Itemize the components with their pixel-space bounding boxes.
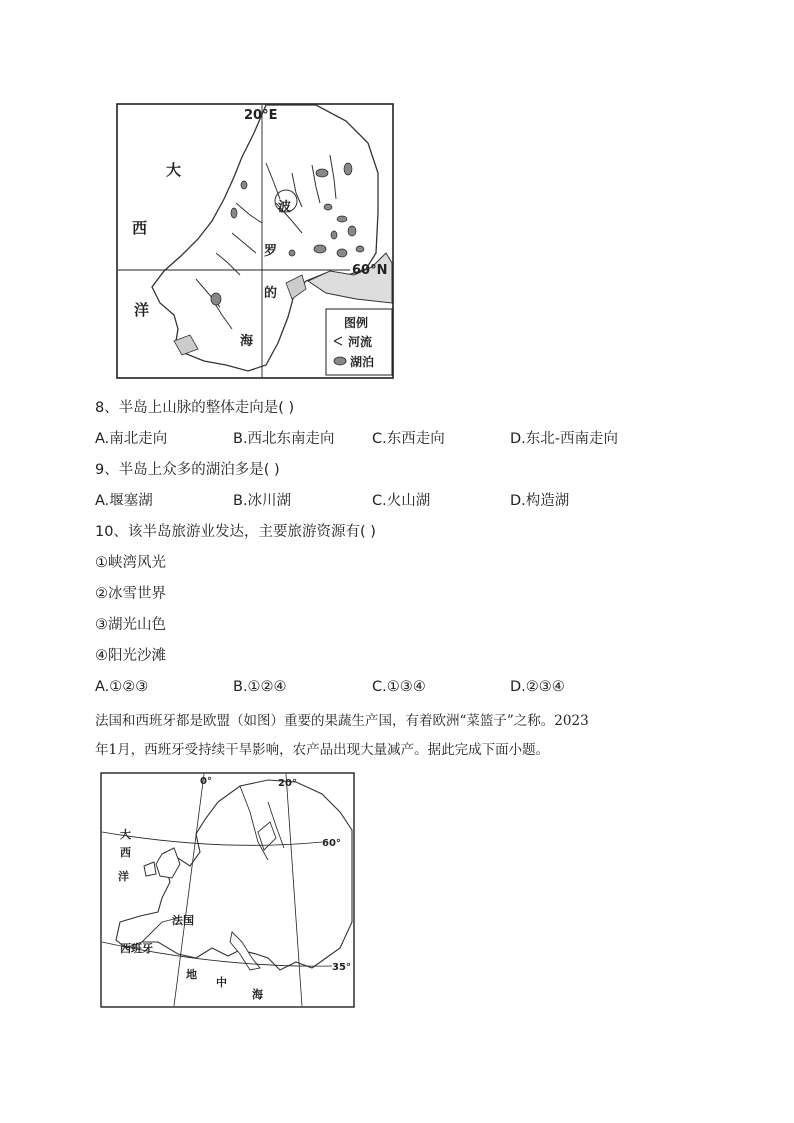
svg-text:洋: 洋 (118, 870, 129, 883)
q10-item-3: ③湖光山色 (95, 617, 166, 633)
q8-option-a[interactable]: A.南北走向 (95, 431, 168, 447)
svg-text:的: 的 (264, 286, 278, 301)
question-10-stem: 10、该半岛旅游业发达，主要旅游资源有( ) (95, 524, 376, 540)
svg-text:图例: 图例 (344, 316, 369, 330)
svg-text:中: 中 (216, 976, 227, 989)
q10-option-c[interactable]: C.①③④ (372, 679, 426, 695)
map2-france-label: 法国 (172, 914, 194, 927)
q10-item-2: ②冰雪世界 (95, 586, 166, 602)
lake-legend-icon (334, 357, 346, 365)
svg-text:海: 海 (240, 334, 254, 349)
intro-line-1: 法国和西班牙都是欧盟（如图）重要的果蔬生产国，有着欧洲“菜篮子”之称。2023 (95, 713, 589, 729)
svg-text:海: 海 (252, 988, 263, 1001)
svg-text:罗: 罗 (264, 244, 278, 259)
europe-map (100, 772, 355, 1008)
map1-legend (326, 309, 392, 375)
svg-text:地: 地 (186, 968, 197, 981)
question-8-stem: 8、半岛上山脉的整体走向是( ) (95, 400, 295, 416)
q8-option-d[interactable]: D.东北-西南走向 (510, 431, 619, 447)
svg-text:波: 波 (278, 200, 292, 215)
scandinavia-map (116, 103, 394, 379)
question-9-stem: 9、半岛上众多的湖泊多是( ) (95, 462, 280, 478)
q10-option-b[interactable]: B.①②④ (233, 679, 287, 695)
q9-option-a[interactable]: A.堰塞湖 (95, 493, 153, 509)
svg-text:西: 西 (120, 846, 131, 859)
q8-option-c[interactable]: C.东西走向 (372, 431, 445, 447)
svg-text:湖泊: 湖泊 (350, 355, 375, 369)
svg-text:大: 大 (166, 161, 182, 179)
q9-option-c[interactable]: C.火山湖 (372, 493, 431, 509)
intro-line-2: 年1月，西班牙受持续干旱影响，农产品出现大量减产。据此完成下面小题。 (95, 742, 550, 758)
map2-spain-label: 西班牙 (120, 942, 153, 955)
map2-lon20: 20° (278, 778, 297, 789)
svg-text:河流: 河流 (348, 335, 373, 349)
q8-option-b[interactable]: B.西北东南走向 (233, 431, 335, 447)
q10-option-a[interactable]: A.①②③ (95, 679, 149, 695)
q10-option-d[interactable]: D.②③④ (510, 679, 565, 695)
map2-lon0: 0° (200, 776, 212, 787)
q10-item-1: ①峡湾风光 (95, 555, 166, 571)
map1-lon-label: 20°E (244, 108, 278, 123)
map2-ocean-label (117, 827, 131, 883)
q9-option-d[interactable]: D.构造湖 (510, 493, 570, 509)
map2-lat60: 60° (322, 838, 341, 849)
q10-item-4: ④阳光沙滩 (95, 648, 166, 664)
svg-text:西: 西 (132, 219, 148, 237)
svg-text:大: 大 (120, 828, 131, 841)
map1-lat-label: 60°N (352, 263, 388, 278)
map2-lat35: 35° (332, 962, 351, 973)
q9-option-b[interactable]: B.冰川湖 (233, 493, 292, 509)
svg-text:洋: 洋 (134, 301, 150, 319)
